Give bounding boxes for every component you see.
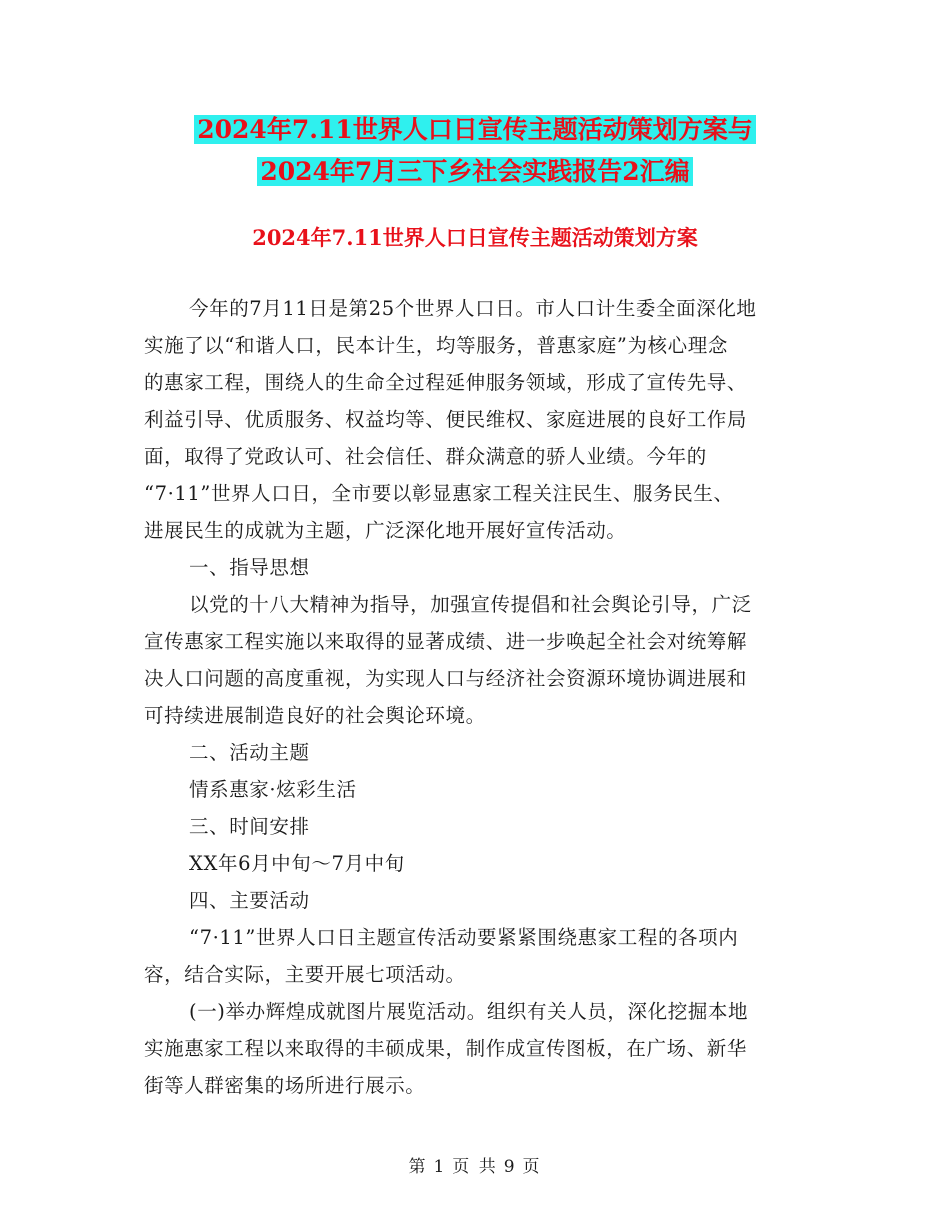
heading-activity-theme: 二、活动主题: [189, 741, 310, 764]
footer-page-number: 1: [433, 1157, 447, 1177]
body-line: 实施了以“和谐人口，民本计生，均等服务，普惠家庭”为核心理念: [144, 334, 728, 357]
heading-main-activities: 四、主要活动: [189, 889, 310, 912]
body-line: 面，取得了党政认可、社会信任、群众满意的骄人业绩。今年的: [144, 445, 707, 468]
body-line: XX年6月中旬～7月中旬: [189, 852, 405, 875]
body-line: 容，结合实际，主要开展七项活动。: [144, 963, 466, 986]
footer-middle: 页 共: [452, 1157, 498, 1177]
body-line: 的惠家工程，围绕人的生命全过程延伸服务领域，形成了宣传先导、: [144, 371, 748, 394]
footer-prefix: 第: [408, 1157, 428, 1177]
body-line: “7·11”世界人口日主题宣传活动要紧紧围绕惠家工程的各项内: [189, 926, 739, 949]
body-line: 今年的7月11日是第25个世界人口日。市人口计生委全面深化地: [189, 297, 757, 320]
document-body: [144, 290, 814, 1104]
page-footer: [0, 1152, 950, 1177]
footer-suffix: 页: [522, 1157, 542, 1177]
document-title-line-1: 2024年7.11世界人口日宣传主题活动策划方案与: [0, 114, 950, 146]
heading-schedule: 三、时间安排: [189, 815, 310, 838]
body-line: (一)举办辉煌成就图片展览活动。组织有关人员，深化挖掘本地: [189, 1000, 749, 1023]
document-title-line-2: 2024年7月三下乡社会实践报告2汇编: [0, 156, 950, 188]
body-line: 可持续进展制造良好的社会舆论环境。: [144, 704, 486, 727]
body-line: 以党的十八大精神为指导，加强宣传提倡和社会舆论引导，广泛: [189, 593, 752, 616]
body-line: 情系惠家·炫彩生活: [189, 778, 357, 801]
footer-total-pages: 9: [503, 1157, 517, 1177]
body-line: 进展民生的成就为主题，广泛深化地开展好宣传活动。: [144, 519, 627, 542]
body-line: 宣传惠家工程实施以来取得的显著成绩、进一步唤起全社会对统筹解: [144, 630, 748, 653]
body-line: 利益引导、优质服务、权益均等、便民维权、家庭进展的良好工作局: [144, 408, 748, 431]
heading-guiding-ideology: 一、指导思想: [189, 556, 310, 579]
body-line: 决人口问题的高度重视，为实现人口与经济社会资源环境协调进展和: [144, 667, 748, 690]
body-line: 街等人群密集的场所进行展示。: [144, 1074, 426, 1097]
section-title: 2024年7.11世界人口日宣传主题活动策划方案: [252, 225, 698, 250]
body-line: “7·11”世界人口日，全市要以彰显惠家工程关注民生、服务民生、: [144, 482, 734, 505]
body-line: 实施惠家工程以来取得的丰硕成果，制作成宣传图板，在广场、新华: [144, 1037, 748, 1060]
